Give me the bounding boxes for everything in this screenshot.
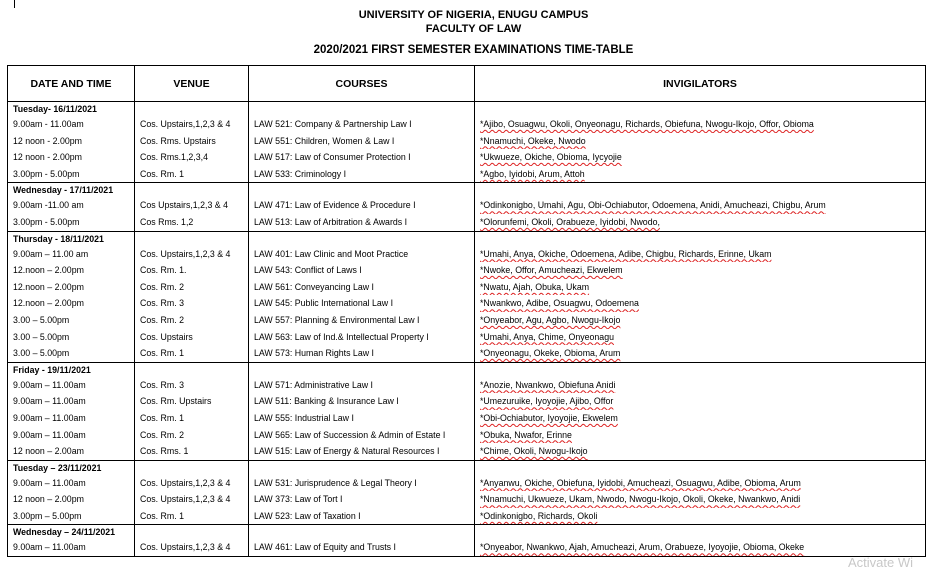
exam-time: 12 noon - 2.00pm <box>13 152 82 163</box>
invigilator-names: *Onyeabor, Nwankwo, Ajah, Amucheazi, Arum, Orabueze, Iyoyojie, Obioma, Okeke <box>480 542 805 553</box>
exam-venue: Cos. Rm. Upstairs <box>140 396 212 407</box>
day-label: Tuesday – 23/11/2021 <box>13 462 102 473</box>
exam-venue: Cos. Rm. 3 <box>140 298 184 309</box>
invigilator-names: *Nnamuchi, Okeke, Nwodo <box>480 135 586 146</box>
invigilator-names: *Anozie, Nwankwo, Obiefuna Anidi <box>480 379 616 390</box>
invigilator-names: *Nwankwo, Adibe, Osuagwu, Odoemena <box>480 298 639 309</box>
invigilator-names: *Nwoke, Offor, Amucheazi, Ekwelem <box>480 265 623 276</box>
exam-time: 12 noon - 2.00pm <box>13 135 82 146</box>
invigilator-names: *Onyeonagu, Okeke, Obioma, Arum <box>480 348 621 359</box>
day-course-cell <box>249 525 475 557</box>
exam-time: 3.00pm – 5.00pm <box>13 510 82 521</box>
invigilator-names: *Umahi, Anya, Chime, Onyeonagu <box>480 331 614 342</box>
course-name: LAW 533: Criminology I <box>254 168 347 179</box>
invigilator-list <box>475 475 925 492</box>
invigilator-list <box>475 377 925 394</box>
exam-time: 3.00 – 5.00pm <box>13 314 70 325</box>
invigilator-list <box>475 149 925 166</box>
day-venue-cell <box>135 102 249 183</box>
invigilator-list <box>475 197 925 214</box>
day-time-cell <box>8 460 135 525</box>
timetable-title: 2020/2021 FIRST SEMESTER EXAMINATIONS TIME-TABLE <box>313 44 634 56</box>
exam-venue: Cos. Rms. Upstairs <box>140 135 216 146</box>
invigilator-names: *Nnamuchi, Ukwueze, Ukam, Nwodo, Nwogu-Ikojo, Okoli, Okeke, Nwankwo, Anidi <box>480 494 801 505</box>
day-invigilators-cell <box>475 362 926 460</box>
exam-venue: Cos. Rm. 1 <box>140 412 184 423</box>
exam-time: 3.00pm - 5.00pm <box>13 216 80 227</box>
day-venue-cell <box>135 231 249 362</box>
exam-time: 12 noon – 2.00pm <box>13 494 84 505</box>
exam-time: 9.00am – 11.00am <box>13 542 86 553</box>
day-block <box>8 183 926 231</box>
day-block <box>8 525 926 557</box>
day-block <box>8 460 926 525</box>
invigilator-names: *Odinkonigbo, Umahi, Agu, Obi-Ochiabutor, Odoemena, Anidi, Amucheazi, Chigbu, Arum <box>480 200 826 211</box>
exam-time: 12.noon – 2.00pm <box>13 265 84 276</box>
activation-watermark: Activate Wi <box>848 555 914 570</box>
invigilator-list <box>475 295 925 312</box>
exam-venue: Cos. Rm. 2 <box>140 314 184 325</box>
course-name: LAW 565: Law of Succession & Admin of Estate I <box>254 429 446 440</box>
course-name: LAW 561: Conveyancing Law I <box>254 281 374 292</box>
invigilator-list <box>475 345 925 362</box>
exam-venue: Cos. Rm. 2 <box>140 281 184 292</box>
exam-venue: Cos. Upstairs,1,2,3 & 4 <box>140 494 231 505</box>
invigilator-list <box>475 443 925 460</box>
day-course-cell <box>249 183 475 231</box>
exam-time: 12.noon – 2.00pm <box>13 281 84 292</box>
exam-time: 9.00am – 11.00am <box>13 396 86 407</box>
exam-venue: Cos. Rms. 1 <box>140 446 189 457</box>
course-name: LAW 401: Law Clinic and Moot Practice <box>254 248 409 259</box>
day-label: Tuesday- 16/11/2021 <box>13 104 97 114</box>
invigilator-names: *Onyeabor, Agu, Agbo, Nwogu-Ikojo <box>480 314 621 325</box>
exam-venue: Cos. Upstairs,1,2,3 & 4 <box>140 477 231 488</box>
invigilator-list <box>475 214 925 231</box>
column-header-courses: COURSES <box>249 66 475 102</box>
course-name: LAW 543: Conflict of Laws I <box>254 265 362 276</box>
day-block <box>8 231 926 362</box>
exam-time: 9.00am – 11.00am <box>13 379 86 390</box>
day-invigilators-cell <box>475 525 926 557</box>
invigilator-list <box>475 279 925 296</box>
course-name: LAW 545: Public International Law I <box>254 298 394 309</box>
exam-venue: Cos. Rm. 1 <box>140 510 184 521</box>
course-name: LAW 521: Company & Partnership Law I <box>254 119 412 129</box>
course-name: LAW 461: Law of Equity and Trusts I <box>254 542 396 553</box>
day-label: Friday - 19/11/2021 <box>13 364 91 375</box>
column-header-venue: VENUE <box>135 66 249 102</box>
course-name: LAW 531: Jurisprudence & Legal Theory I <box>254 477 417 488</box>
invigilator-list <box>475 166 925 183</box>
exam-time: 9.00am – 11.00am <box>13 477 86 488</box>
invigilator-list <box>475 133 925 150</box>
invigilator-names: *Chime, Okoli, Nwogu-Ikojo <box>480 446 588 457</box>
text-cursor <box>14 0 15 8</box>
exam-venue: Cos. Rm. 1 <box>140 348 184 359</box>
exam-venue: Cos Rms. 1,2 <box>140 216 194 227</box>
exam-time: 3.00 – 5.00pm <box>13 331 70 342</box>
invigilator-names: *Obuka, Nwafor, Erinne <box>480 429 572 440</box>
invigilator-list <box>475 393 925 410</box>
day-time-cell <box>8 231 135 362</box>
day-time-cell <box>8 102 135 183</box>
day-venue-cell <box>135 525 249 557</box>
invigilator-names: *Umahi, Anya, Okiche, Odoemena, Adibe, Chigbu, Richards, Erinne, Ukam <box>480 248 772 259</box>
exam-venue: Cos. Rm. 1 <box>140 168 184 179</box>
course-name: LAW 573: Human Rights Law I <box>254 348 374 359</box>
course-name: LAW 471: Law of Evidence & Procedure I <box>254 200 416 211</box>
day-course-cell <box>249 102 475 183</box>
invigilator-names: *Anyanwu, Okiche, Obiefuna, Iyidobi, Amucheazi, Osuagwu, Adibe, Obioma, Arum <box>480 477 801 488</box>
course-name: LAW 511: Banking & Insurance Law I <box>254 396 399 407</box>
exam-venue: Cos. Upstairs,1,2,3 & 4 <box>140 542 231 553</box>
day-invigilators-cell <box>475 102 926 183</box>
day-label: Thursday - 18/11/2021 <box>13 233 104 244</box>
day-block <box>8 362 926 460</box>
exam-time: 12 noon – 2.00am <box>13 446 84 457</box>
column-header-date-time: DATE AND TIME <box>8 66 135 102</box>
invigilator-names: *Ukwueze, Okiche, Obioma, Iycyojie <box>480 152 622 163</box>
invigilator-list <box>475 427 925 444</box>
timetable-body <box>8 102 926 557</box>
course-name: LAW 373: Law of Tort I <box>254 494 343 505</box>
invigilator-names: *Obi-Ochiabutor, Iyoyojie, Ekwelem <box>480 412 618 423</box>
invigilator-names: *Umezuruike, Iyoyojie, Ajibo, Offor <box>480 396 614 407</box>
table-header-row <box>8 66 926 102</box>
exam-venue: Cos. Rms.1,2,3,4 <box>140 152 208 163</box>
course-name: LAW 513: Law of Arbitration & Awards I <box>254 216 408 227</box>
day-block <box>8 102 926 183</box>
faculty-heading: FACULTY OF LAW <box>425 23 522 35</box>
day-time-cell <box>8 183 135 231</box>
invigilator-names: *Ajibo, Osuagwu, Okoli, Onyeonagu, Richards, Obiefuna, Nwogu-Ikojo, Offor, Obioma <box>480 119 814 129</box>
course-name: LAW 551: Children, Women & Law I <box>254 135 395 146</box>
day-label: Wednesday – 24/11/2021 <box>13 527 116 538</box>
day-time-cell <box>8 525 135 557</box>
exam-time: 9.00am - 11.00am <box>13 119 84 129</box>
invigilator-list <box>475 116 925 133</box>
course-name: LAW 571: Administrative Law I <box>254 379 373 390</box>
invigilator-list <box>475 312 925 329</box>
day-course-cell <box>249 231 475 362</box>
invigilator-list <box>475 508 925 525</box>
exam-venue: Cos. Rm. 2 <box>140 429 184 440</box>
day-course-cell <box>249 362 475 460</box>
exam-venue: Cos. Rm. 3 <box>140 379 184 390</box>
course-name: LAW 523: Law of Taxation I <box>254 510 361 521</box>
invigilator-names: *Agbo, Iyidobi, Arum, Attoh <box>480 168 585 179</box>
invigilator-list <box>475 329 925 346</box>
day-invigilators-cell <box>475 231 926 362</box>
day-venue-cell <box>135 183 249 231</box>
course-name: LAW 563: Law of Ind.& Intellectual Property I <box>254 331 429 342</box>
course-name: LAW 515: Law of Energy & Natural Resources I <box>254 446 440 457</box>
course-name: LAW 557: Planning & Environmental Law I <box>254 314 420 325</box>
exam-time: 9.00am -11.00 am <box>13 200 84 211</box>
day-course-cell <box>249 460 475 525</box>
day-venue-cell <box>135 460 249 525</box>
invigilator-list <box>475 410 925 427</box>
invigilator-list <box>475 262 925 279</box>
exam-time: 9.00am – 11.00am <box>13 429 86 440</box>
invigilator-names: *Odinkonigbo, Richards, Okoli <box>480 510 598 521</box>
exam-time: 9.00am – 11.00 am <box>13 248 89 259</box>
invigilator-list <box>475 539 925 556</box>
exam-venue: Cos Upstairs,1,2,3 & 4 <box>140 200 229 211</box>
invigilator-names: *Nwatu, Ajah, Obuka, Ukam <box>480 281 590 292</box>
invigilator-names: *Olorunfemi, Okoli, Orabueze, Iyidobi, Nwodo, <box>480 216 660 227</box>
exam-time: 3.00 – 5.00pm <box>13 348 70 359</box>
day-venue-cell <box>135 362 249 460</box>
exam-time: 3.00pm - 5.00pm <box>13 168 80 179</box>
exam-time: 9.00am – 11.00am <box>13 412 86 423</box>
course-name: LAW 555: Industrial Law I <box>254 412 354 423</box>
university-heading: UNIVERSITY OF NIGERIA, ENUGU CAMPUS <box>358 9 589 21</box>
exam-venue: Cos. Rm. 1. <box>140 265 187 276</box>
exam-time: 12.noon – 2.00pm <box>13 298 84 309</box>
invigilator-list <box>475 491 925 508</box>
day-invigilators-cell <box>475 183 926 231</box>
exam-timetable <box>7 65 926 557</box>
column-header-invigilators: INVIGILATORS <box>475 66 926 102</box>
exam-venue: Cos. Upstairs,1,2,3 & 4 <box>140 248 231 259</box>
exam-venue: Cos. Upstairs,1,2,3 & 4 <box>140 119 231 129</box>
invigilator-list <box>475 246 925 263</box>
course-name: LAW 517: Law of Consumer Protection I <box>254 152 411 163</box>
day-invigilators-cell <box>475 460 926 525</box>
exam-venue: Cos. Upstairs <box>140 331 193 342</box>
day-time-cell <box>8 362 135 460</box>
day-label: Wednesday - 17/11/2021 <box>13 185 114 196</box>
